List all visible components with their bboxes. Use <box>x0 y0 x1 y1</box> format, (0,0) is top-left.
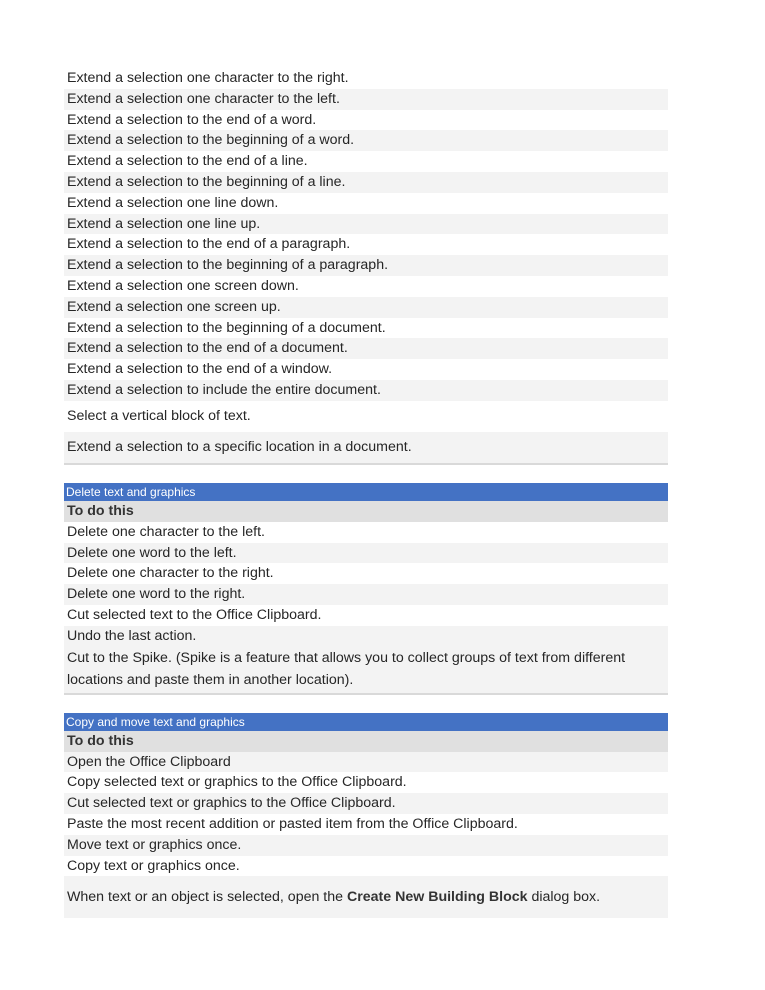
table-row: Extend a selection to the end of a document. <box>64 338 668 359</box>
copy-move-table <box>64 713 668 919</box>
column-header: To do this <box>64 731 668 752</box>
table-row: Extend a selection one screen down. <box>67 277 299 294</box>
table-row: Extend a selection one character to the right. <box>67 70 349 86</box>
table-row: Move text or graphics once. <box>64 835 668 856</box>
table-row <box>64 876 668 918</box>
table-row: Open the Office Clipboard <box>64 752 668 773</box>
table-row: Delete one character to the right. <box>67 565 274 582</box>
table-row: Copy selected text or graphics to the Office Clipboard. <box>67 774 407 791</box>
table-row: Delete one word to the right. <box>64 584 668 605</box>
table-row: Extend a selection to the end of a paragraph. <box>67 236 351 253</box>
table-row: Extend a selection to include the entire document. <box>64 380 668 401</box>
table-row: Cut selected text to the Office Clipboard. <box>67 606 322 623</box>
table-row: Extend a selection one line down. <box>67 194 279 211</box>
table-row: Extend a selection to the beginning of a line. <box>64 172 668 193</box>
table-row: Select a vertical block of text. <box>67 407 251 424</box>
table-row: Extend a selection to the end of a window. <box>67 361 333 378</box>
selection-table <box>64 68 668 465</box>
table-row: Cut selected text or graphics to the Office Clipboard. <box>64 793 668 814</box>
dialog-name: Create New Building Block <box>346 889 528 906</box>
row-text: When text or an object is selected, open the <box>67 889 347 906</box>
table-row: Extend a selection to the beginning of a paragraph. <box>64 255 668 276</box>
table-row: Extend a selection to a specific location in a document. <box>64 432 668 465</box>
row-text: dialog box. <box>527 889 601 906</box>
table-row: Copy text or graphics once. <box>67 857 240 874</box>
document-page <box>64 68 668 918</box>
table-row: Extend a selection one line up. <box>64 214 668 235</box>
table-row: Paste the most recent addition or pasted item from the Office Clipboard. <box>67 815 518 832</box>
table-row: Extend a selection to the end of a line. <box>67 153 308 170</box>
table-row: Extend a selection one screen up. <box>64 297 668 318</box>
table-row: Undo the last action. <box>64 626 668 647</box>
table-row: Extend a selection to the beginning of a document. <box>67 319 386 336</box>
table-row: Extend a selection to the beginning of a word. <box>64 130 668 151</box>
section-title: Copy and move text and graphics <box>64 713 668 731</box>
table-row: Delete one character to the left. <box>67 523 265 540</box>
table-row: Delete one word to the left. <box>64 543 668 564</box>
delete-table <box>64 483 668 695</box>
table-row: Cut to the Spike. (Spike is a feature that allows you to collect groups of text from different locations and paste them in another location). <box>64 647 668 695</box>
table-row: Extend a selection to the end of a word. <box>67 111 317 128</box>
section-title: Delete text and graphics <box>64 483 668 501</box>
table-row: Extend a selection one character to the left. <box>64 89 668 110</box>
column-header: To do this <box>64 501 668 522</box>
